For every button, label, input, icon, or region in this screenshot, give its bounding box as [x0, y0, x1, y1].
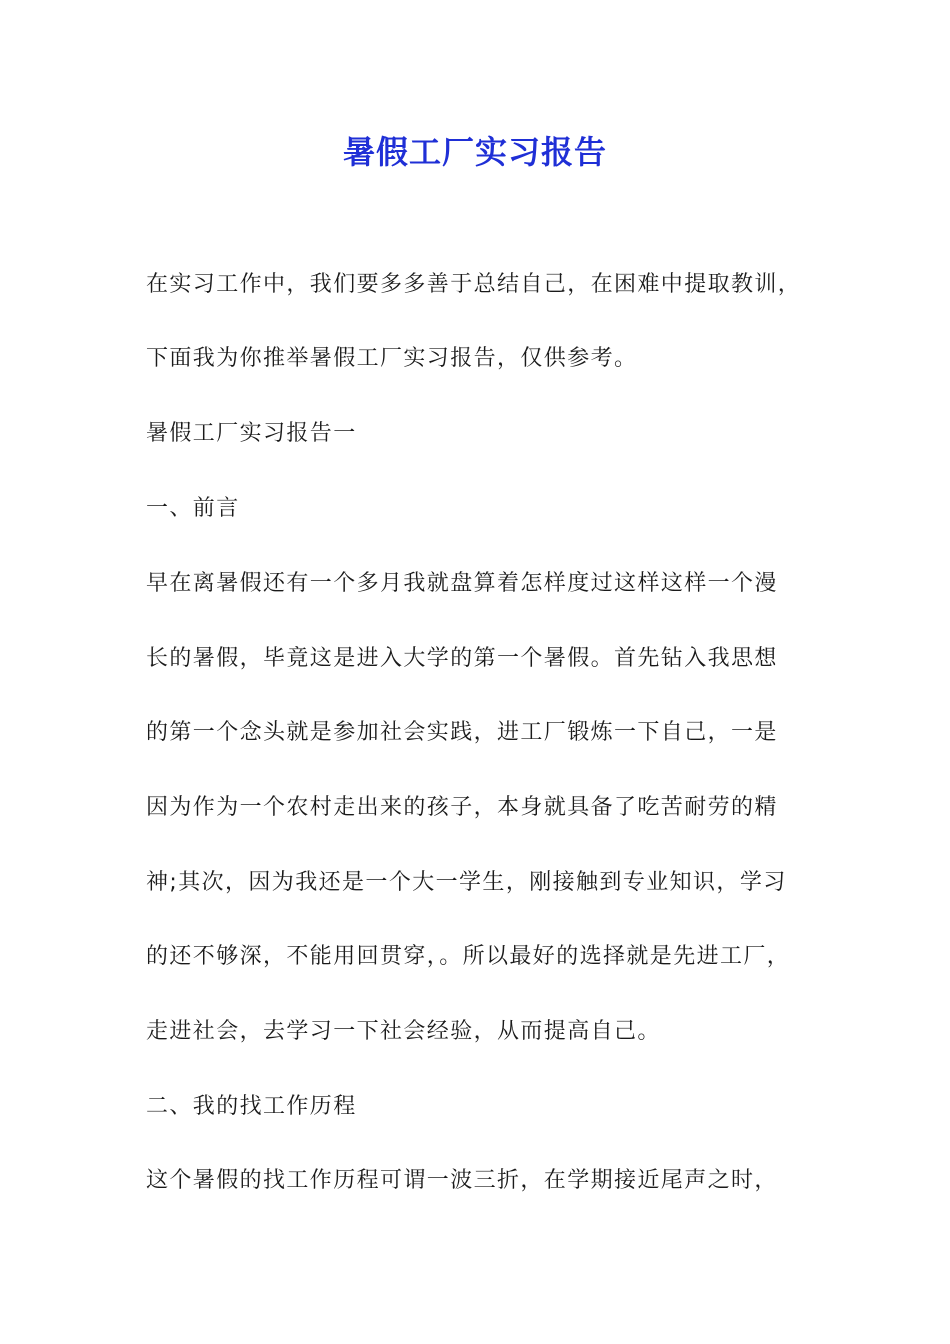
- body-line-6: 长的暑假，毕竟这是进入大学的第一个暑假。首先钻入我思想: [146, 646, 778, 671]
- body-line-1: 在实习工作中，我们要多多善于总结自己，在困难中提取教训，: [146, 272, 802, 297]
- body-line-8: 因为作为一个农村走出来的孩子，本身就具备了吃苦耐劳的精: [146, 795, 778, 820]
- body-line-9: 神;其次，因为我还是一个大一学生，刚接触到专业知识，学习: [146, 870, 787, 895]
- document-title: 暑假工厂实习报告: [342, 133, 607, 171]
- body-line-11: 走进社会，去学习一下社会经验，从而提高自己。: [146, 1019, 661, 1044]
- section-heading-report-one: 暑假工厂实习报告一: [146, 421, 357, 446]
- body-line-13: 这个暑假的找工作历程可谓一波三折，在学期接近尾声之时，: [146, 1168, 778, 1193]
- body-line-10: 的还不够深，不能用回贯穿，。所以最好的选择就是先进工厂，: [146, 944, 791, 969]
- body-line-2: 下面我为你推举暑假工厂实习报告，仅供参考。: [146, 346, 638, 371]
- body-line-7: 的第一个念头就是参加社会实践，进工厂锻炼一下自己，一是: [146, 720, 778, 745]
- section-heading-preface: 一、前言: [146, 496, 240, 521]
- body-line-5: 早在离暑假还有一个多月我就盘算着怎样度过这样这样一个漫: [146, 571, 778, 596]
- section-heading-job-search: 二、我的找工作历程: [146, 1094, 357, 1119]
